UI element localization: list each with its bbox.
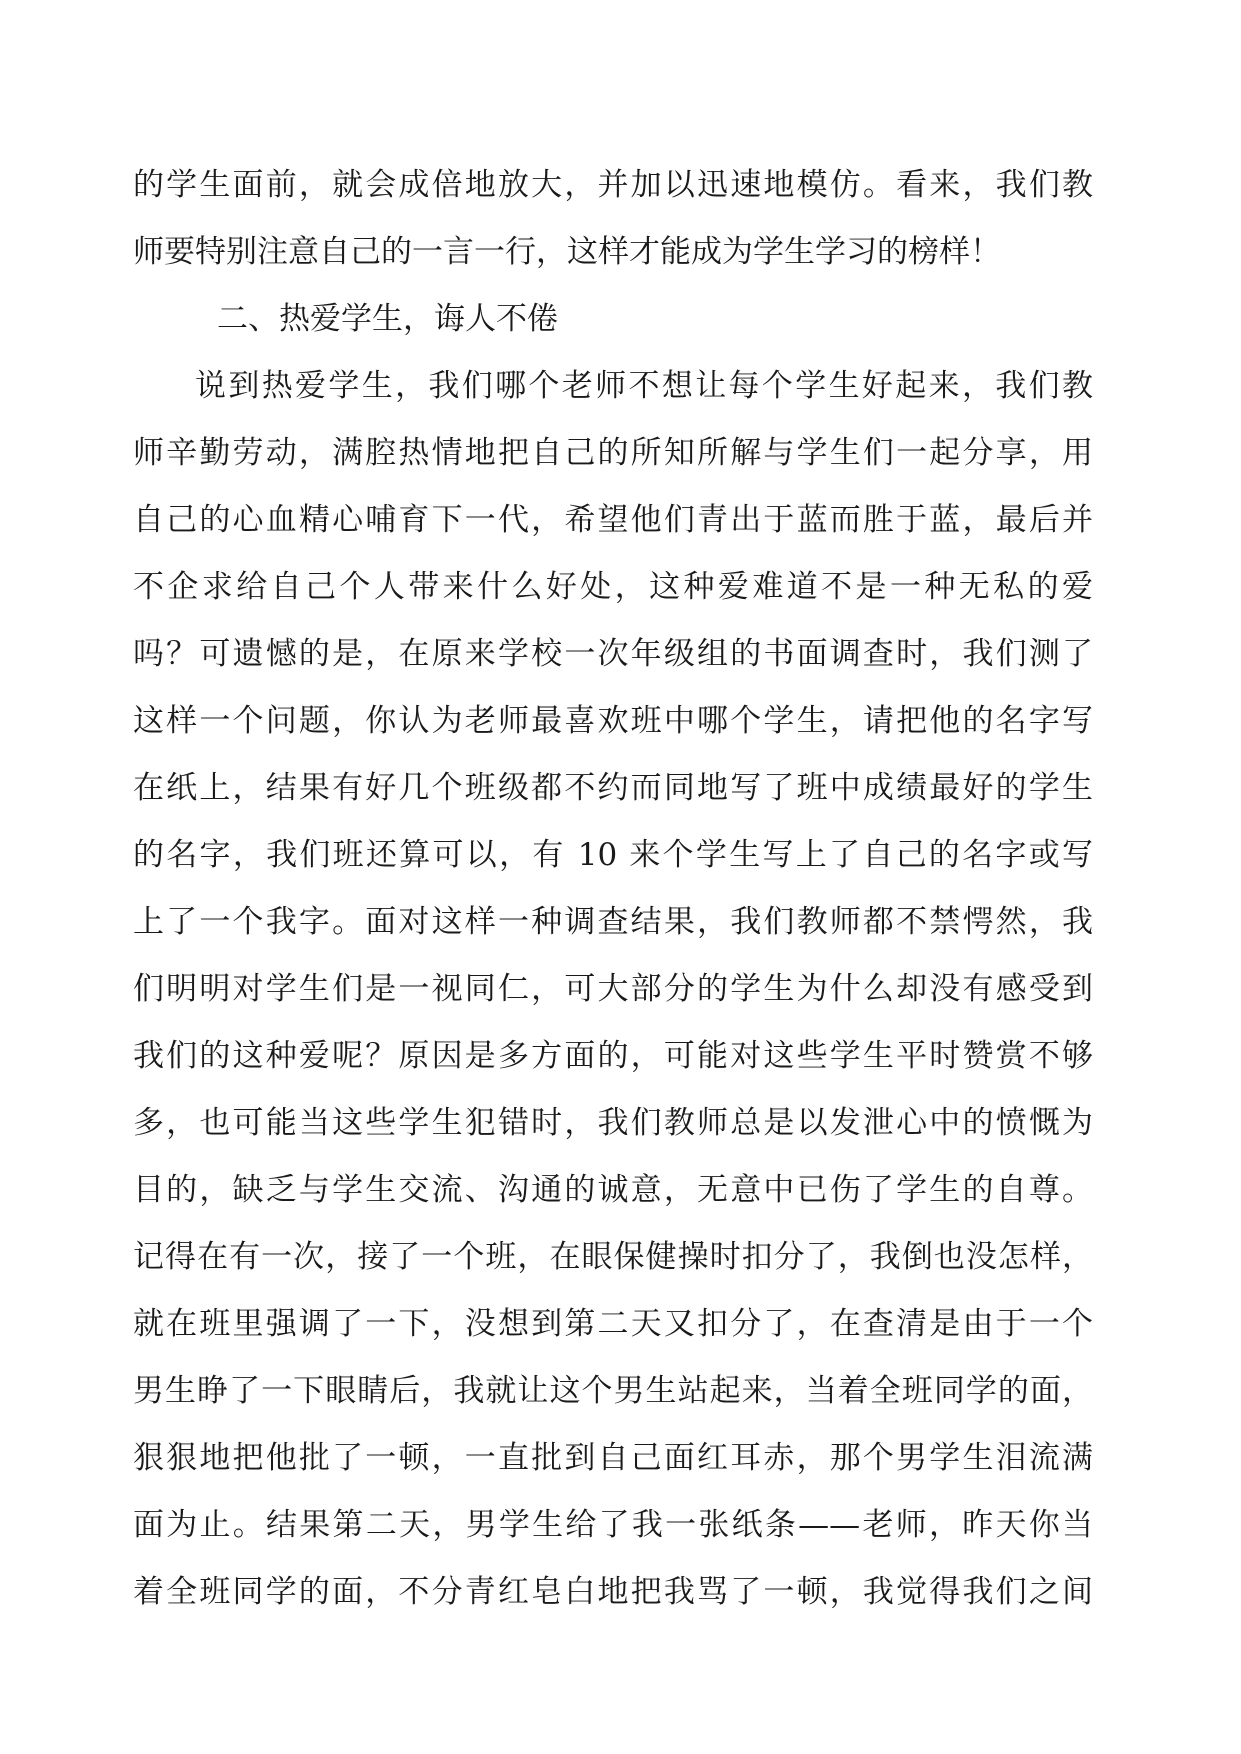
text-line: 的学生面前，就会成倍地放大，并加以迅速地模仿。看来，我们教 bbox=[133, 167, 1093, 203]
text-line: 说到热爱学生，我们哪个老师不想让每个学生好起来，我们教 bbox=[195, 368, 1093, 404]
text-line: 记得在有一次，接了一个班，在眼保健操时扣分了，我倒也没怎样， bbox=[133, 1239, 1093, 1275]
text-line: 的名字，我们班还算可以，有 10 来个学生写上了自己的名字或写 bbox=[133, 837, 1093, 873]
text-line: 在纸上，结果有好几个班级都不约而同地写了班中成绩最好的学生 bbox=[133, 770, 1093, 806]
text-line: 自己的心血精心哺育下一代，希望他们青出于蓝而胜于蓝，最后并 bbox=[133, 502, 1093, 538]
text-line: 面为止。结果第二天，男学生给了我一张纸条——老师，昨天你当 bbox=[133, 1507, 1093, 1543]
text-line: 多，也可能当这些学生犯错时，我们教师总是以发泄心中的愤慨为 bbox=[133, 1105, 1093, 1141]
text-line: 就在班里强调了一下，没想到第二天又扣分了，在查清是由于一个 bbox=[133, 1306, 1093, 1342]
text-line: 们明明对学生们是一视同仁，可大部分的学生为什么却没有感受到 bbox=[133, 971, 1093, 1007]
text-line: 我们的这种爱呢？原因是多方面的，可能对这些学生平时赞赏不够 bbox=[133, 1038, 1093, 1074]
text-line: 师要特别注意自己的一言一行，这样才能成为学生学习的榜样！ bbox=[133, 234, 1001, 270]
text-line: 上了一个我字。面对这样一种调查结果，我们教师都不禁愕然，我 bbox=[133, 904, 1093, 940]
section-heading: 二、热爱学生，诲人不倦 bbox=[217, 301, 558, 337]
body-text bbox=[133, 152, 1093, 1626]
text-line: 师辛勤劳动，满腔热情地把自己的所知所解与学生们一起分享，用 bbox=[133, 435, 1093, 471]
text-line: 吗？可遗憾的是，在原来学校一次年级组的书面调查时，我们测了 bbox=[133, 636, 1093, 672]
text-line: 目的，缺乏与学生交流、沟通的诚意，无意中已伤了学生的自尊。 bbox=[133, 1172, 1093, 1208]
text-line: 不企求给自己个人带来什么好处，这种爱难道不是一种无私的爱 bbox=[133, 569, 1093, 605]
text-line: 狠狠地把他批了一顿，一直批到自己面红耳赤，那个男学生泪流满 bbox=[133, 1440, 1093, 1476]
text-line: 这样一个问题，你认为老师最喜欢班中哪个学生，请把他的名字写 bbox=[133, 703, 1093, 739]
text-line: 着全班同学的面，不分青红皂白地把我骂了一顿，我觉得我们之间 bbox=[133, 1574, 1093, 1610]
text-line: 男生睁了一下眼睛后，我就让这个男生站起来，当着全班同学的面， bbox=[133, 1373, 1093, 1409]
